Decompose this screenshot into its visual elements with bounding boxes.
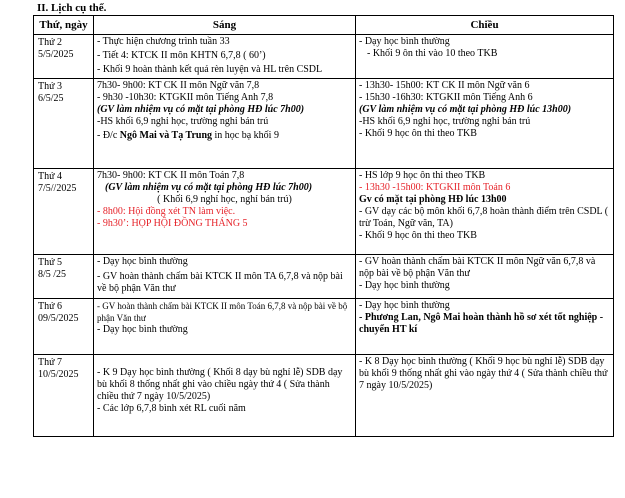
afternoon-cell xyxy=(356,169,614,255)
day-cell xyxy=(34,169,94,255)
duty-note: (GV làm nhiệm vụ có mặt tại phòng HĐ lúc 7h00) xyxy=(97,104,305,115)
afternoon-line: - Dạy học bình thường xyxy=(359,300,450,311)
morning-line: - Dạy học bình thường xyxy=(97,256,188,267)
morning-line: - Tiết 4: KTCK II môn KHTN 6,7,8 ( 60’) xyxy=(97,50,266,61)
afternoon-line: - GV dạy các bộ môn khối 6,7,8 hoàn thành điểm trên CSDL ( trừ Toán, Ngữ văn, TA) xyxy=(359,206,609,229)
morning-line: - Khối 9 hoàn thành kết quả rèn luyện và HL trên CSDL xyxy=(97,64,323,75)
text-part: in học bạ khối 9 xyxy=(212,130,279,141)
morning-line: ( Khối 6,9 nghỉ học, nghỉ bán trú) xyxy=(157,194,292,205)
morning-cell xyxy=(94,355,356,437)
table-row xyxy=(34,79,614,169)
day-date: 7/5//2025 xyxy=(38,183,77,194)
afternoon-line: - 15h30 -16h30: KTGKII môn Tiếng Anh 6 xyxy=(359,92,533,103)
day-cell xyxy=(34,355,94,437)
day-date: 10/5/2025 xyxy=(38,369,79,380)
afternoon-line: - 13h30- 15h00: KT CK II môn Ngữ văn 6 xyxy=(359,80,530,91)
exam-line: - 13h30 -15h00: KTGKII môn Toán 6 xyxy=(359,182,511,193)
day-name: Thứ 4 xyxy=(38,171,63,182)
afternoon-cell xyxy=(356,79,614,169)
morning-cell xyxy=(94,169,356,255)
day-cell xyxy=(34,35,94,79)
table-row xyxy=(34,355,614,437)
section-heading: II. Lịch cụ thể. xyxy=(37,2,107,14)
afternoon-line: - Khối 9 học ôn thi theo TKB xyxy=(359,128,477,139)
morning-cell xyxy=(94,35,356,79)
afternoon-line: - Dạy học bình thường xyxy=(359,280,450,291)
day-name: Thứ 7 xyxy=(38,357,63,368)
duty-note: Gv có mặt tại phòng HĐ lúc 13h00 xyxy=(359,194,507,205)
duty-note: (GV làm nhiệm vụ có mặt tại phòng HĐ lúc 13h00) xyxy=(359,104,572,115)
table-row xyxy=(34,35,614,79)
morning-line: - Thực hiện chương trình tuần 33 xyxy=(97,36,230,47)
meeting-line: - 8h00: Hội đồng xét TN làm việc. xyxy=(97,206,236,217)
afternoon-line: - Khối 9 học ôn thi theo TKB xyxy=(359,230,477,241)
afternoon-cell xyxy=(356,299,614,355)
schedule-table xyxy=(33,15,614,437)
morning-line: 7h30- 9h00: KT CK II môn Ngữ văn 7,8 xyxy=(97,80,260,91)
text-part: - Đ/c xyxy=(97,130,120,141)
day-date: 6/5/25 xyxy=(38,93,64,104)
day-date: 8/5 /25 xyxy=(38,269,67,280)
header-afternoon: Chiều xyxy=(356,16,614,35)
table-row xyxy=(34,255,614,299)
day-name: Thứ 5 xyxy=(38,257,63,268)
header-day: Thứ, ngày xyxy=(34,16,94,35)
day-cell xyxy=(34,299,94,355)
afternoon-line: -HS khối 6,9 nghỉ học, trường nghỉ bán trú xyxy=(359,116,531,127)
afternoon-cell xyxy=(356,35,614,79)
table-row xyxy=(34,299,614,355)
afternoon-cell xyxy=(356,255,614,299)
afternoon-line: - K 8 Dạy học bình thường ( Khối 9 học bù nghỉ lễ) SDB dạy bù khối 9 thống nhất ghi vào ngày thứ 4 ( Sửa thành chiều thứ 7 ngày 10/5/2025) xyxy=(359,356,608,391)
morning-cell xyxy=(94,299,356,355)
graduation-task: - Phương Lan, Ngô Mai hoàn thành hồ sơ xét tốt nghiệp - chuyển HT kí xyxy=(359,312,604,335)
day-date: 5/5/2025 xyxy=(38,49,74,60)
morning-line xyxy=(97,130,352,142)
header-row xyxy=(34,16,614,35)
morning-line: - 9h30 -10h30: KTGKII môn Tiếng Anh 7,8 xyxy=(97,92,274,103)
morning-line: - Dạy học bình thường xyxy=(97,324,188,335)
morning-cell xyxy=(94,79,356,169)
staff-names: Ngô Mai và Tạ Trung xyxy=(119,130,213,141)
day-name: Thứ 6 xyxy=(38,301,63,312)
morning-line: - GV hoàn thành chấm bài KTCK II môn TA 6,7,8 và nộp bài về bộ phận Văn thư xyxy=(97,271,343,294)
afternoon-line: - Dạy học bình thường xyxy=(359,36,450,47)
day-name: Thứ 2 xyxy=(38,37,63,48)
header-morning: Sáng xyxy=(94,16,356,35)
morning-line: - GV hoàn thành chấm bài KTCK II môn Toán 6,7,8 và nộp bài về bộ phận Văn thư xyxy=(97,301,348,323)
morning-line: - K 9 Dạy học bình thường ( Khối 8 dạy bù nghỉ lễ) SDB dạy bù khối 8 thống nhất ghi vào chiều ngày thứ 4 ( Sửa thành chiều thứ 7 ngày 10/5/2025) xyxy=(97,367,343,402)
meeting-line: - 9h30’: HỌP HỘI ĐỒNG THÁNG 5 xyxy=(97,218,248,229)
day-cell xyxy=(34,255,94,299)
morning-line: -HS khối 6,9 nghỉ học, trường nghỉ bán trú xyxy=(97,116,269,127)
day-date: 09/5/2025 xyxy=(38,313,79,324)
morning-line: - Các lớp 6,7,8 bình xét RL cuối năm xyxy=(97,403,246,414)
day-name: Thứ 3 xyxy=(38,81,63,92)
afternoon-line: - HS lớp 9 học ôn thi theo TKB xyxy=(359,170,486,181)
morning-line: 7h30- 9h00: KT CK II môn Toán 7,8 xyxy=(97,170,245,181)
morning-cell xyxy=(94,255,356,299)
duty-note: (GV làm nhiệm vụ có mặt tại phòng HĐ lúc 7h00) xyxy=(105,182,313,193)
afternoon-cell xyxy=(356,355,614,437)
day-cell xyxy=(34,79,94,169)
afternoon-line: - GV hoàn thành chấm bài KTCK II môn Ngữ văn 6,7,8 và nộp bài về bộ phận Văn thư xyxy=(359,256,596,279)
table-row xyxy=(34,169,614,255)
afternoon-line: - Khối 9 ôn thi vào 10 theo TKB xyxy=(367,48,498,59)
